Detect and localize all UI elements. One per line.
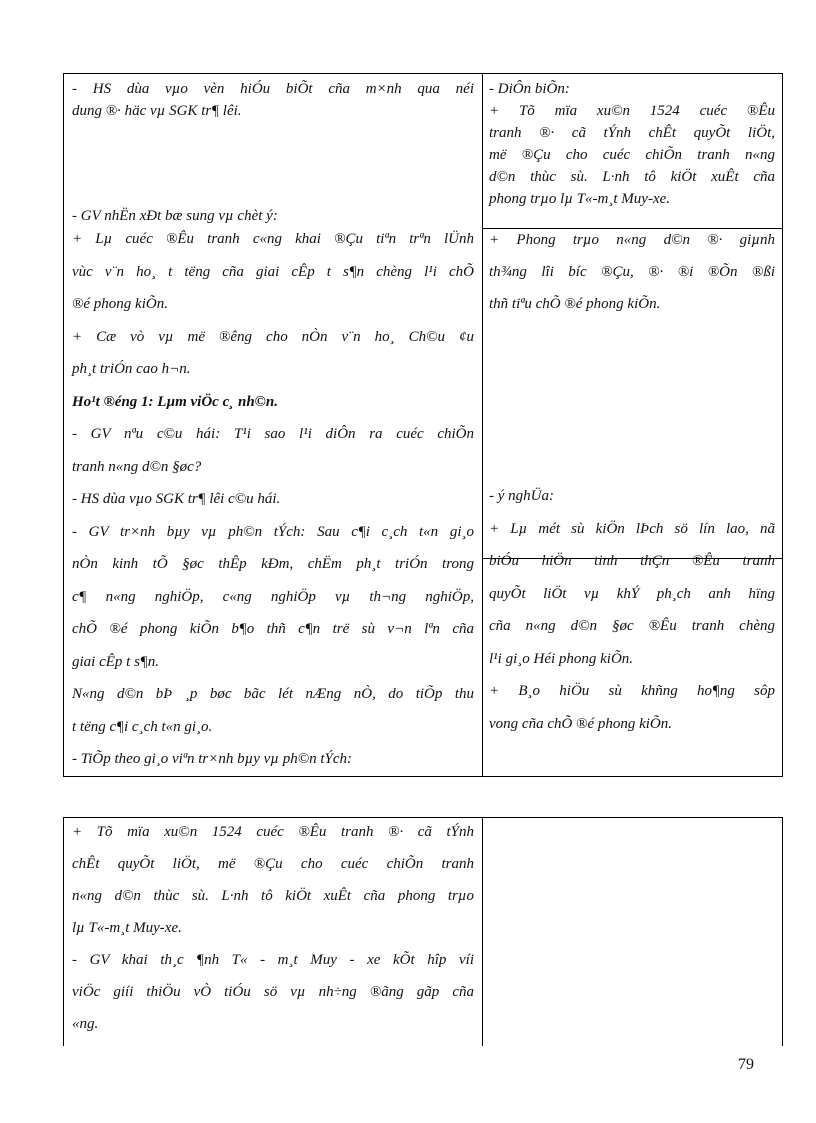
text-line: vùc v¨n ho¸ t tëng cña giai cÊp t s¶n chèng l¹i chÕ (72, 263, 474, 280)
text-line: - GV nhËn xÐt bæ sung vµ chèt ý: (72, 208, 278, 224)
text-line: «ng. (72, 1016, 99, 1032)
text-line: th¾ng lîi bíc ®Çu, ®· ®i ®Õn ®ßi (489, 264, 775, 280)
text-line: cña n«ng d©n §øc ®Êu tranh chèng (489, 618, 775, 634)
left-cell-muntzer (72, 816, 474, 1040)
text-line: viÖc giíi thiÖu vÒ tiÓu sö vµ nh÷ng ®ãng gãp cña (72, 984, 474, 1000)
text-line: ®é phong kiÕn. (72, 296, 168, 312)
text-line: - GV nªu c©u hái: T¹i sao l¹i diÔn ra cuéc chiÕn (72, 426, 474, 442)
text-line: c¶ n«ng nghiÖp, c«ng nghiÖp vµ th¬ng nghiÖp, (72, 588, 474, 605)
text-line: - HS dùa vµo SGK tr¶ lêi c©u hái. (72, 491, 281, 507)
text-line: n«ng d©n thùc sù. L·nh tô kiÖt xuÊt cña phong trµo (72, 888, 474, 904)
lesson-table-1 (63, 73, 783, 777)
left-cell-content (72, 223, 474, 776)
text-line: - HS dùa vµo vèn hiÓu biÕt cña m×nh qua néi (72, 81, 474, 97)
text-line: më ®Çu cho cuéc chiÕn tranh n«ng (489, 147, 775, 163)
text-line: vong cña chÕ ®é phong kiÕn. (489, 715, 673, 732)
text-line: N«ng d©n bÞ ¸p bøc bãc lét nÆng nÒ, do tiÕp thu (72, 686, 474, 702)
activity-heading: Ho¹t ®éng 1: Lµm viÖc c¸ nh©n. (72, 393, 278, 410)
lesson-table-2 (63, 817, 783, 1046)
text-line: ph¸t triÓn cao h¬n. (72, 361, 191, 377)
text-line: giai cÊp t s¶n. (72, 653, 160, 670)
right-cell-significance (489, 480, 775, 740)
text-line: + Lµ mét sù kiÖn lÞch sö lín lao, nã (489, 520, 775, 537)
left-cell-student-activity (72, 78, 474, 122)
text-line: + Lµ cuéc ®Êu tranh c«ng khai ®Çu tiªn trªn lÜnh (72, 231, 474, 247)
text-line: d©n thùc sù. L·nh tô kiÖt xuÊt cña (489, 169, 775, 185)
text-line: + Cæ vò vµ më ®êng cho nÒn v¨n ho¸ Ch©u ¢u (72, 328, 474, 345)
text-line: dung ®· häc vµ SGK tr¶ lêi. (72, 103, 242, 119)
text-line: chÕ ®é phong kiÕn b¶o thñ c¶n trë sù v¬n lªn cña (72, 621, 474, 637)
right-cell-victory (489, 224, 775, 320)
column-divider (482, 74, 483, 776)
text-line: biÓu hiÖn tinh thÇn ®Êu tranh (489, 553, 775, 569)
text-line: - ý nghÜa: (489, 488, 554, 504)
text-line: - GV tr×nh bµy vµ ph©n tÝch: Sau c¶i c¸ch t«n gi¸o (72, 523, 474, 540)
text-line: lµ T«-m¸t Muy-xe. (72, 920, 182, 936)
text-line: + Tõ mïa xu©n 1524 cuéc ®Êu (489, 103, 775, 119)
text-line: + Tõ mïa xu©n 1524 cuéc ®Êu tranh ®· cã tÝnh (72, 824, 474, 840)
text-line: quyÕt liÖt vµ khÝ ph¸ch anh hïng (489, 585, 775, 602)
page-number: 79 (738, 1056, 754, 1073)
text-line: - DiÔn biÕn: (489, 81, 570, 97)
text-line: + B¸o hiÖu sù khñng ho¶ng sôp (489, 683, 775, 699)
text-line: - GV khai th¸c ¶nh T« - m¸t Muy - xe kÕt hîp víi (72, 952, 474, 968)
text-line: chÊt quyÕt liÖt, më ®Çu cho cuéc chiÕn tranh (72, 856, 474, 872)
text-line: t tëng c¶i c¸ch t«n gi¸o. (72, 718, 213, 735)
text-line: tranh ®· cã tÝnh chÊt quyÕt liÖt, (489, 125, 775, 141)
column-divider (482, 818, 483, 1046)
text-line: - TiÕp theo gi¸o viªn tr×nh bµy vµ ph©n tÝch: (72, 751, 352, 767)
text-line: l¹i gi¸o Héi phong kiÕn. (489, 650, 634, 667)
text-line: tranh n«ng d©n §øc? (72, 458, 202, 475)
text-line: + Phong trµo n«ng d©n ®· giµnh (489, 232, 775, 248)
text-line: phong trµo lµ T«-m¸t Muy-xe. (489, 191, 671, 207)
text-line: thñ tiªu chÕ ®é phong kiÕn. (489, 296, 661, 312)
text-line: nÒn kinh tÕ §øc thÊp kÐm, chËm ph¸t triÓn trong (72, 556, 474, 572)
right-cell-development (489, 78, 775, 210)
